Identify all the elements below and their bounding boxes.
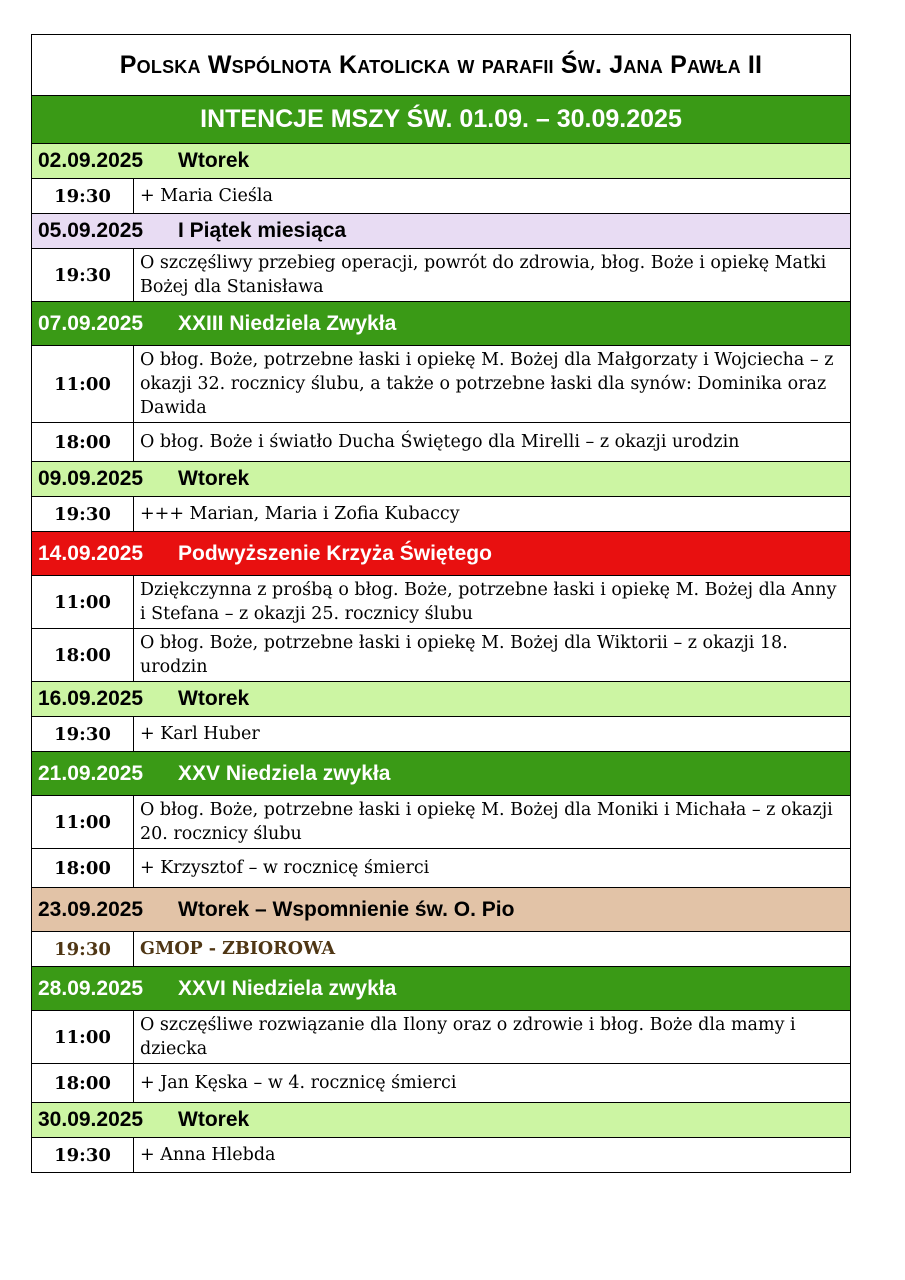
day-header	[32, 1103, 851, 1138]
day-date: 14.09.2025	[38, 541, 144, 565]
day-header	[32, 144, 851, 179]
mass-time: 11:00	[32, 1011, 134, 1064]
mass-intention: O błog. Boże, potrzebne łaski i opiekę M. Bożej dla Moniki i Michała – z okazji 20. rocznicy ślubu	[134, 796, 851, 849]
mass-time: 19:30	[32, 932, 134, 967]
day-date: 21.09.2025	[38, 761, 144, 785]
day-header-row	[32, 532, 851, 576]
day-header	[32, 682, 851, 717]
day-header-row	[32, 967, 851, 1011]
day-title: XXV Niedziela zwykła	[178, 761, 391, 785]
title-row	[32, 35, 851, 96]
day-date: 09.09.2025	[38, 467, 144, 490]
mass-intention: + Karl Huber	[134, 717, 851, 752]
day-header-row	[32, 752, 851, 796]
mass-time: 19:30	[32, 249, 134, 302]
subtitle-row	[32, 96, 851, 144]
page-subtitle: INTENCJE MSZY ŚW. 01.09. – 30.09.2025	[32, 96, 851, 144]
day-title: Wtorek	[178, 149, 250, 172]
mass-intention: GMOP - ZBIOROWA	[134, 932, 851, 967]
page-title: Polska Wspólnota Katolicka w parafii Św. Jana Pawła II	[32, 35, 851, 96]
mass-time: 11:00	[32, 576, 134, 629]
day-title: Wtorek – Wspomnienie św. O. Pio	[178, 897, 515, 921]
mass-row	[32, 849, 851, 888]
mass-row	[32, 629, 851, 682]
day-header	[32, 532, 851, 576]
day-date: 02.09.2025	[38, 149, 144, 172]
mass-intention: + Krzysztof – w rocznicę śmierci	[134, 849, 851, 888]
mass-row	[32, 497, 851, 532]
mass-row	[32, 932, 851, 967]
mass-row	[32, 796, 851, 849]
mass-intention: Dziękczynna z prośbą o błog. Boże, potrzebne łaski i opiekę M. Bożej dla Anny i Stefana – z okazji 25. rocznicy ślubu	[134, 576, 851, 629]
mass-row	[32, 1011, 851, 1064]
day-header-row	[32, 302, 851, 346]
mass-row	[32, 346, 851, 423]
day-title: XXIII Niedziela Zwykła	[178, 311, 397, 335]
day-header-row	[32, 144, 851, 179]
day-date: 16.09.2025	[38, 687, 144, 710]
mass-time: 19:30	[32, 717, 134, 752]
day-date: 07.09.2025	[38, 311, 144, 335]
day-date: 30.09.2025	[38, 1108, 144, 1131]
mass-intention: O szczęśliwe rozwiązanie dla Ilony oraz o zdrowie i błog. Boże dla mamy i dziecka	[134, 1011, 851, 1064]
mass-intention: + Maria Cieśla	[134, 179, 851, 214]
day-date: 28.09.2025	[38, 976, 144, 1000]
day-header	[32, 214, 851, 249]
day-header	[32, 302, 851, 346]
mass-row	[32, 179, 851, 214]
intentions-table	[31, 34, 851, 1173]
day-header-row	[32, 888, 851, 932]
day-title: I Piątek miesiąca	[178, 219, 347, 242]
mass-time: 19:30	[32, 1138, 134, 1173]
mass-intention: O błog. Boże, potrzebne łaski i opiekę M. Bożej dla Małgorzaty i Wojciecha – z okazji 32. rocznicy ślubu, a także o potrzebne łaski dla synów: Dominika oraz Dawida	[134, 346, 851, 423]
mass-intention: O błog. Boże, potrzebne łaski i opiekę M. Bożej dla Wiktorii – z okazji 18. urodzin	[134, 629, 851, 682]
day-date: 23.09.2025	[38, 897, 144, 921]
mass-row	[32, 717, 851, 752]
day-title: Wtorek	[178, 467, 250, 490]
mass-intention: + Jan Kęska – w 4. rocznicę śmierci	[134, 1064, 851, 1103]
day-header-row	[32, 214, 851, 249]
day-header-row	[32, 1103, 851, 1138]
day-header	[32, 752, 851, 796]
mass-intention: + Anna Hlebda	[134, 1138, 851, 1173]
day-title: XXVI Niedziela zwykła	[178, 976, 397, 1000]
mass-row	[32, 576, 851, 629]
mass-time: 18:00	[32, 629, 134, 682]
mass-row	[32, 1138, 851, 1173]
mass-time: 18:00	[32, 849, 134, 888]
day-header	[32, 462, 851, 497]
mass-time: 19:30	[32, 497, 134, 532]
mass-intention: O błog. Boże i światło Ducha Świętego dla Mirelli – z okazji urodzin	[134, 423, 851, 462]
day-header	[32, 967, 851, 1011]
mass-row	[32, 249, 851, 302]
day-date: 05.09.2025	[38, 219, 144, 242]
mass-time: 11:00	[32, 796, 134, 849]
mass-time: 11:00	[32, 346, 134, 423]
day-header-row	[32, 682, 851, 717]
day-title: Wtorek	[178, 1108, 250, 1131]
mass-row	[32, 423, 851, 462]
mass-time: 18:00	[32, 423, 134, 462]
mass-time: 19:30	[32, 179, 134, 214]
day-title: Podwyższenie Krzyża Świętego	[178, 541, 492, 565]
mass-time: 18:00	[32, 1064, 134, 1103]
mass-intention: O szczęśliwy przebieg operacji, powrót do zdrowia, błog. Boże i opiekę Matki Bożej dla Stanisława	[134, 249, 851, 302]
day-header	[32, 888, 851, 932]
day-title: Wtorek	[178, 687, 250, 710]
mass-intention: +++ Marian, Maria i Zofia Kubaccy	[134, 497, 851, 532]
mass-row	[32, 1064, 851, 1103]
day-header-row	[32, 462, 851, 497]
